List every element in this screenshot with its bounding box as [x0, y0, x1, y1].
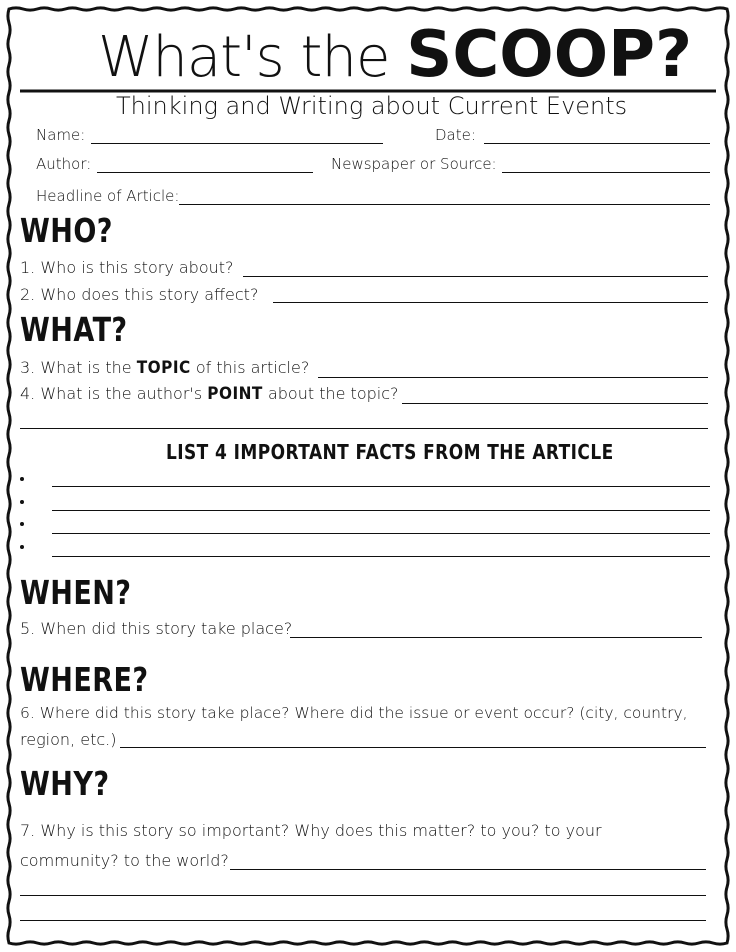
fact-bullet-4	[20, 545, 24, 549]
headline-line[interactable]	[179, 204, 710, 205]
where-question-6-line1: 6. Where did this story take place? Where did the issue or event occur? (city, country,	[20, 704, 688, 722]
when-answer-line[interactable]	[290, 637, 702, 638]
author-line[interactable]	[97, 172, 313, 173]
fact-line-3[interactable]	[52, 533, 710, 534]
date-label: Date:	[435, 126, 476, 144]
who-answer-line-1[interactable]	[243, 276, 708, 277]
q3-emphasis: TOPIC	[136, 358, 191, 378]
q3-text-pre: 3. What is the	[20, 358, 137, 377]
q4-text-post: about the topic?	[262, 384, 399, 403]
fact-line-2[interactable]	[52, 510, 710, 511]
what-answer-line-4[interactable]	[402, 403, 708, 404]
who-heading: WHO?	[20, 211, 113, 250]
source-label: Newspaper or Source:	[331, 155, 497, 173]
fact-bullet-2	[20, 500, 24, 504]
fact-bullet-3	[20, 522, 24, 526]
why-question-7-line2: community? to the world?	[20, 851, 229, 870]
why-question-7-line1: 7. Why is this story so important? Why does this matter? to you? to your	[20, 821, 602, 840]
why-answer-line-3[interactable]	[20, 920, 706, 921]
what-question-4	[20, 384, 399, 404]
where-question-6-line2: region, etc.)	[20, 730, 117, 749]
fact-line-1[interactable]	[52, 486, 710, 487]
why-heading: WHY?	[20, 764, 110, 803]
what-question-3	[20, 358, 309, 378]
what-answer-line-extra[interactable]	[20, 428, 708, 429]
when-heading: WHEN?	[20, 573, 132, 612]
fact-line-4[interactable]	[52, 556, 710, 557]
what-heading: WHAT?	[20, 310, 128, 349]
date-line[interactable]	[484, 143, 710, 144]
page-title	[98, 18, 692, 98]
page-subtitle: Thinking and Writing about Current Events	[116, 92, 628, 120]
q4-emphasis: POINT	[207, 384, 263, 404]
who-question-2: 2. Who does this story affect?	[20, 285, 259, 304]
title-part2: SCOOP?	[406, 18, 693, 92]
q3-text-post: of this article?	[190, 358, 310, 377]
why-answer-line-1[interactable]	[230, 869, 706, 870]
when-question-5: 5. When did this story take place?	[20, 619, 293, 638]
q4-text-pre: 4. What is the author's	[20, 384, 208, 403]
source-line[interactable]	[502, 172, 710, 173]
headline-label: Headline of Article:	[36, 187, 180, 205]
author-label: Author:	[36, 155, 92, 173]
why-answer-line-2[interactable]	[20, 895, 706, 896]
where-heading: WHERE?	[20, 660, 149, 699]
fact-bullet-1	[20, 477, 24, 481]
name-label: Name:	[36, 126, 86, 144]
who-answer-line-2[interactable]	[273, 302, 708, 303]
what-answer-line-3[interactable]	[318, 377, 708, 378]
facts-title: LIST 4 IMPORTANT FACTS FROM THE ARTICLE	[166, 440, 614, 464]
where-answer-line[interactable]	[120, 747, 706, 748]
title-part1: What's the	[98, 25, 407, 90]
who-question-1: 1. Who is this story about?	[20, 258, 234, 277]
name-line[interactable]	[91, 143, 383, 144]
